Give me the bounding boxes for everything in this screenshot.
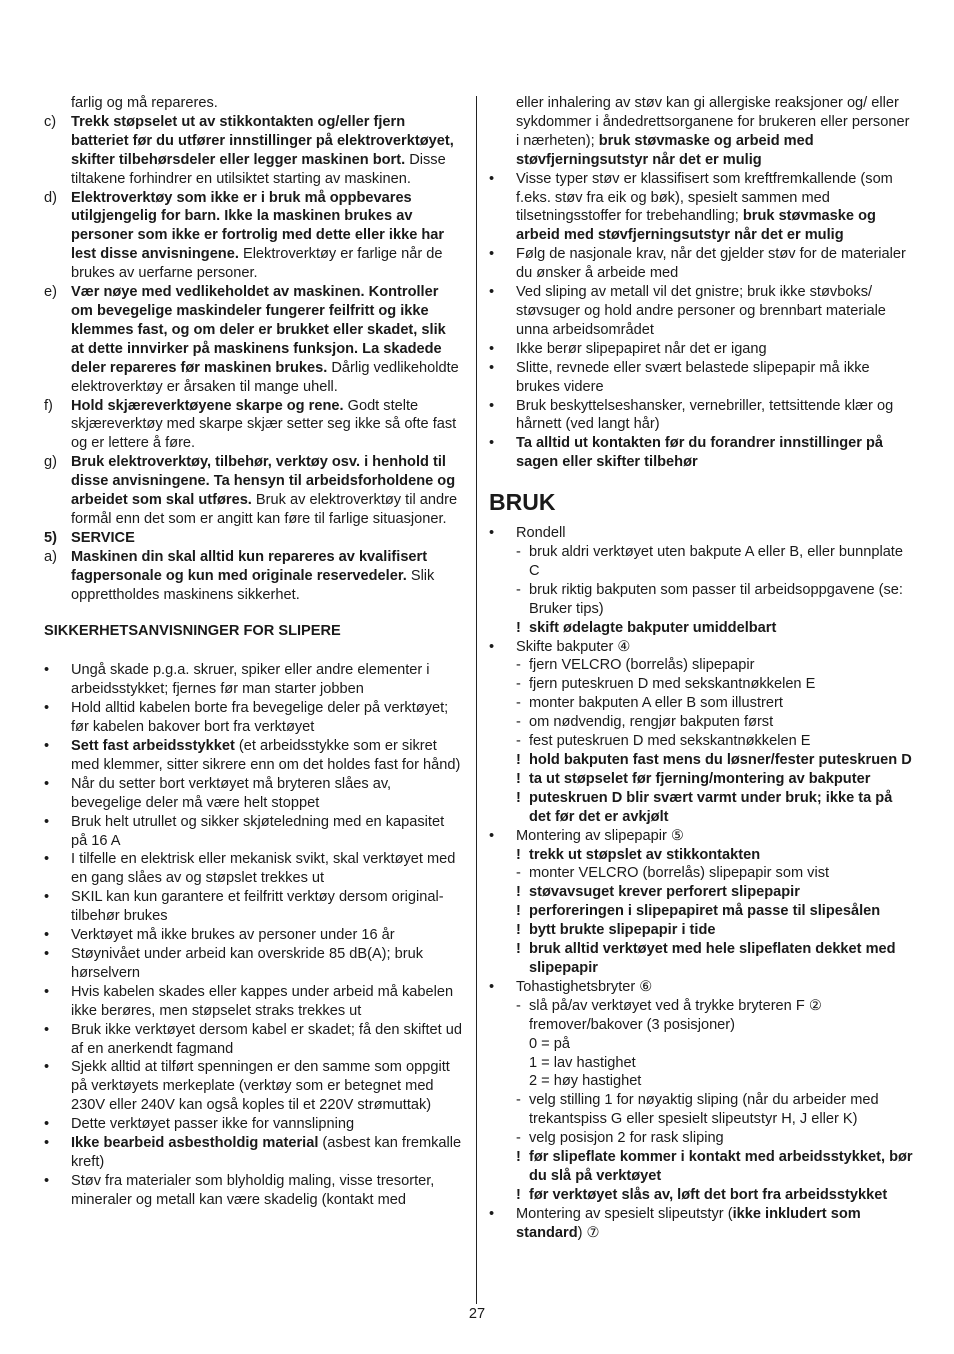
bullet-icon: • xyxy=(44,700,50,717)
bullet-item xyxy=(44,1172,462,1210)
tohast-item xyxy=(489,978,913,997)
sub-text: om nødvendig, rengjør bakputen først xyxy=(529,714,774,731)
dash-icon: - xyxy=(516,676,521,693)
bullet-text: Bruk ikke verktøyet dersom kabel er skadet; få den skiftet ud af en anerkendt fagmand xyxy=(71,1021,462,1057)
bullet-icon: • xyxy=(44,927,50,944)
item-bold-text: Elektroverktøy som ikke er i bruk må oppbevares utilgjengelig for barn. Ikke la maskinen brukes av personer som ikke er fortrolig med dette eller ikke har lest disse anvisningene. xyxy=(71,189,445,263)
bullet-text: (asbest kan fremkalle kreft) xyxy=(71,1135,462,1170)
intro-text: farlig og må repareres. xyxy=(71,95,218,111)
bullet-item xyxy=(489,283,913,340)
bullet-text: SKIL kan kun garantere et feilfritt verktøy dersom original-tilbehør brukes xyxy=(71,889,444,925)
sub-item xyxy=(489,864,913,883)
bullet-text: Hold alltid kabelen borte fra bevegelige deler på verktøyet; før kabelen bakover bort fra verktøyet xyxy=(71,700,449,736)
bullet-item xyxy=(44,661,462,699)
exclamation-icon: ! xyxy=(516,903,521,920)
dash-icon: - xyxy=(516,544,521,561)
warning-text: ta ut støpselet før fjerning/montering av bakputer xyxy=(529,770,871,787)
sub-item xyxy=(489,694,913,713)
bullet-text: Ungå skade p.g.a. skruer, spiker eller andre elementer i arbeidsstykket; fjernes før man starter jobben xyxy=(71,662,430,698)
warning-text: bruk alltid verktøyet med hele slipeflaten dekket med slipepapir xyxy=(529,941,896,976)
warning-text: støvavsuget krever perforert slipepapir xyxy=(529,884,800,901)
bullet-text: Bruk beskyttelseshansker, vernebriller, tettsittende klær og hårnett (ved langt hår) xyxy=(516,397,894,433)
warning-text: puteskruen D blir svært varmt under bruk; ikke ta på det før det er avkjølt xyxy=(529,789,893,825)
dash-icon: - xyxy=(516,997,521,1014)
spesiell-text: Montering av spesielt slipeutstyr ( xyxy=(516,1205,733,1222)
safety-section-title: SIKKERHETSANVISNINGER FOR SLIPERE xyxy=(44,623,341,640)
sub-item xyxy=(489,675,913,694)
bullet-item xyxy=(44,1058,462,1115)
bullet-text: Visse typer støv er klassifisert som kreftfremkallende (som f.eks. støv fra eik og bøk), spesielt sammen med tilsetningsstoffer for trebehandling; xyxy=(516,170,893,225)
bullet-icon: • xyxy=(489,340,495,357)
warning-item xyxy=(489,902,913,921)
safety-item xyxy=(44,283,462,396)
bullet-item xyxy=(44,699,462,737)
sub-item xyxy=(489,732,913,751)
continued-plain: eller inhalering av støv kan gi allergiske reaksjoner og/ eller sykdommer i åndedrettsorganene for brukeren eller personer i nærheten); xyxy=(516,95,910,149)
dash-icon: - xyxy=(516,695,521,712)
bullet-text: Støynivået under arbeid kan overskride 85 dB(A); bruk hørselvern xyxy=(71,945,424,981)
exclamation-icon: ! xyxy=(516,789,521,806)
warning-item xyxy=(489,883,913,902)
sub-item xyxy=(489,1129,913,1148)
dash-icon: - xyxy=(516,657,521,674)
value-line: 2 = høy hastighet xyxy=(529,1073,642,1090)
bullet-icon: • xyxy=(44,662,50,679)
bullet-text: Støv fra materialer som blyholdig maling, visse tresorter, mineraler og metall kan være skadelig (kontakt med xyxy=(71,1172,435,1208)
bullet-text: Ved sliping av metall vil det gnistre; bruk ikke støvboks/ støvsuger og hold andre personer og brennbart materiale unna arbeidsområdet xyxy=(516,284,886,338)
item-marker: c) xyxy=(44,113,57,130)
bullet-icon: • xyxy=(489,246,495,263)
exclamation-icon: ! xyxy=(516,941,521,958)
bullet-item xyxy=(489,359,913,397)
bullet-icon: • xyxy=(44,983,50,1000)
rondell-item-label: Rondell xyxy=(516,525,566,542)
continued-bold: bruk støvmaske og arbeid med støvfjerningsutstyr når det er mulig xyxy=(516,132,814,168)
item-marker: e) xyxy=(44,284,57,301)
item-text: Bruk av elektroverktøy til andre formål enn det som er angitt kan føre til farlige situasjoner. xyxy=(71,492,458,527)
item-text: Dårlig vedlikeholdte elektroverktøy er årsaken til mange uhell. xyxy=(71,359,459,395)
warning-text: bytt brukte slipepapir i tide xyxy=(529,922,716,939)
warning-item xyxy=(489,1186,913,1205)
bullet-icon: • xyxy=(489,827,495,844)
safety-bullets-list xyxy=(44,661,462,1209)
bullet-text: Følg de nasjonale krav, når det gjelder støv for de materialer du ønsker å arbeide med xyxy=(516,246,906,282)
warning-item xyxy=(489,1148,913,1186)
bullet-icon: • xyxy=(489,435,495,452)
bullet-bold-text: Sett fast arbeidsstykket xyxy=(71,738,235,754)
bullet-item xyxy=(44,945,462,983)
warning-text: før verktøyet slås av, løft det bort fra arbeidsstykket xyxy=(529,1186,888,1203)
bullet-icon: • xyxy=(44,945,50,962)
spesiell-bold: ikke inkludert som standard xyxy=(516,1205,861,1241)
item-marker: f) xyxy=(44,397,53,414)
montering-item-label: Montering av slipepapir ⑤ xyxy=(516,827,685,844)
safety-item xyxy=(44,189,462,284)
bullet-item xyxy=(44,813,462,851)
warning-text: trekk ut støpslet av stikkontakten xyxy=(529,846,761,863)
item-bold-text: Bruk elektroverktøy, tilbehør, verktøy osv. i henhold til disse anvisningene. Ta hensyn til arbeidsforholdene og arbeidet som skal utføres. xyxy=(71,454,456,509)
bullet-icon: • xyxy=(489,1205,495,1222)
dash-icon: - xyxy=(516,1130,521,1147)
dash-icon: - xyxy=(516,733,521,750)
bullet-item xyxy=(489,397,913,435)
bullet-text: Når du setter bort verktøyet må bryteren slåes av, bevegelige deler må være helt stoppet xyxy=(71,775,392,811)
warning-item xyxy=(489,921,913,940)
bullet-text: Sjekk alltid at tilført spenningen er den samme som oppgitt på verktøyets merkeplate (verktøy som er betegnet med 230V eller 240V kan også koples til et 220V strømuttak) xyxy=(71,1059,450,1114)
dash-icon: - xyxy=(516,865,521,882)
sub-text: velg stilling 1 for nøyaktig sliping (når du arbeider med trekantspiss G eller spesielt slipeutstyr H, J eller K) xyxy=(529,1092,879,1128)
bullet-item xyxy=(489,340,913,359)
bullet-icon: • xyxy=(44,1116,50,1133)
bullet-icon: • xyxy=(44,1059,50,1076)
bullet-item xyxy=(44,775,462,813)
sub-text: bruk riktig bakputen som passer til arbeidsoppgavene (se: Bruker tips) xyxy=(529,581,903,617)
bruk-heading: BRUK xyxy=(489,489,556,516)
skifte-item-label: Skifte bakputer ④ xyxy=(516,638,631,655)
item-marker: d) xyxy=(44,189,57,206)
item-text: Elektroverktøy er farlige når de brukes av uerfarne personer. xyxy=(71,246,443,282)
item-text: Disse tiltakene forhindrer en utilsiktet starting av maskinen. xyxy=(71,151,446,187)
sub-text: fjern puteskruen D med sekskantnøkkelen E xyxy=(529,676,816,693)
item-bold-text: Vær nøye med vedlikeholdet av maskinen. Kontroller om bevegelige maskindeler fungerer feilfritt og ikke klemmes fast, og om deler er brukket eller skadet, slik at dette innvirker på maskinens funksjon. La skadede deler repareres før maskinen brukes. xyxy=(71,284,446,376)
warning-text: hold bakputen fast mens du løsner/fester puteskruen D xyxy=(529,752,912,768)
bullet-item xyxy=(489,245,913,283)
bullet-item xyxy=(44,983,462,1021)
rondell-item xyxy=(489,524,913,543)
tohast-item-label: Tohastighetsbryter ⑥ xyxy=(516,978,653,995)
bullet-bold-text: Ikke bearbeid asbestholdig material xyxy=(71,1135,319,1152)
warning-item xyxy=(489,770,913,789)
bullet-item xyxy=(44,850,462,888)
service-title: SERVICE xyxy=(71,529,135,546)
item-marker: g) xyxy=(44,454,57,471)
warning-text: perforeringen i slipepapiret må passe til slipesålen xyxy=(529,903,881,920)
exclamation-icon: ! xyxy=(516,1186,521,1203)
bruk-section xyxy=(489,524,913,1242)
safety-item xyxy=(44,453,462,529)
sub-item xyxy=(489,997,913,1035)
bullet-item xyxy=(489,170,913,246)
safety-item xyxy=(44,113,462,189)
bullet-bold-text: bruk støvmaske og arbeid med støvfjerningsutstyr når det er mulig xyxy=(516,208,876,244)
bullet-item xyxy=(44,926,462,945)
sub-text: monter VELCRO (borrelås) slipepapir som vist xyxy=(529,865,830,882)
bullet-text: (et arbeidsstykke som er sikret med klemmer, sitter sikrere enn om det holdes fast for hånd) xyxy=(71,738,461,773)
bullet-icon: • xyxy=(44,775,50,792)
item-text: Slik opprettholdes maskinens sikkerhet. xyxy=(71,567,435,603)
bullet-icon: • xyxy=(489,397,495,414)
safety-items-list xyxy=(44,113,462,529)
bullet-icon: • xyxy=(44,1172,50,1189)
sub-text: velg posisjon 2 for rask sliping xyxy=(529,1130,724,1147)
page-number: 27 xyxy=(468,1306,486,1322)
continued-text xyxy=(489,94,913,170)
bullet-icon: • xyxy=(489,170,495,187)
value-line: 0 = på xyxy=(529,1035,570,1052)
spesiell-text-end: ) ⑦ xyxy=(577,1224,600,1241)
service-item xyxy=(44,548,462,605)
bullet-text: Hvis kabelen skades eller kappes under arbeid må kabelen ikke berøres, men støpselet straks trekkes ut xyxy=(71,983,454,1019)
sub-text: slå på/av verktøyet ved å trykke bryteren F ② fremover/bakover (3 posisjoner) xyxy=(529,997,822,1033)
bullet-text: Dette verktøyet passer ikke for vannslipning xyxy=(71,1116,355,1133)
sub-text: bruk aldri verktøyet uten bakpute A eller B, eller bunnplate C xyxy=(529,544,903,579)
service-heading xyxy=(44,529,462,548)
dash-icon: - xyxy=(516,1092,521,1109)
bullet-icon: • xyxy=(489,359,495,376)
bullet-item xyxy=(489,434,913,472)
skifte-item xyxy=(489,638,913,657)
bullet-item xyxy=(44,737,462,775)
exclamation-icon: ! xyxy=(516,884,521,901)
bullet-icon: • xyxy=(44,1135,50,1152)
bullet-text: Verktøyet må ikke brukes av personer under 16 år xyxy=(71,927,395,944)
warning-item xyxy=(489,940,913,978)
bullet-item xyxy=(44,1021,462,1059)
bullet-icon: • xyxy=(44,851,50,868)
bullet-bold-text: Ta alltid ut kontakten før du forandrer innstillinger på sagen eller skifter tilbehør xyxy=(516,435,884,471)
bullet-icon: • xyxy=(44,1021,50,1038)
safety-item xyxy=(44,397,462,454)
item-bold-text: Trekk støpselet ut av stikkontakten og/eller fjern batteriet før du utfører innstillinger på elektroverktøyet, skifter tilbehørsdeler eller legger maskinen bort. xyxy=(71,113,454,168)
bullet-icon: • xyxy=(489,525,495,542)
sub-item xyxy=(489,1091,913,1129)
bullet-icon: • xyxy=(44,813,50,830)
sub-text: fjern VELCRO (borrelås) slipepapir xyxy=(529,657,755,674)
bullet-text: I tilfelle en elektrisk eller mekanisk svikt, skal verktøyet med en gang slåes av og støpslet trekkes ut xyxy=(71,851,456,887)
exclamation-icon: ! xyxy=(516,846,521,863)
bullet-icon: • xyxy=(44,889,50,906)
right-column xyxy=(489,94,913,1243)
sub-text: fest puteskruen D med sekskantnøkkelen E xyxy=(529,733,811,750)
right-bullets-list xyxy=(489,170,913,473)
bullet-icon: • xyxy=(44,738,50,754)
bullet-text: Ikke berør slipepapiret når det er igang xyxy=(516,340,767,357)
bullet-icon: • xyxy=(489,978,495,995)
left-column xyxy=(44,94,462,1210)
item-marker: a) xyxy=(44,548,57,565)
bullet-text: Bruk helt utrullet og sikker skjøteledning med en kapasitet på 16 A xyxy=(71,813,445,849)
exclamation-icon: ! xyxy=(516,770,521,787)
column-divider xyxy=(476,96,477,1304)
warning-item xyxy=(489,751,913,770)
exclamation-icon: ! xyxy=(516,922,521,939)
sub-item xyxy=(489,543,913,581)
exclamation-icon: ! xyxy=(516,752,521,768)
bullet-item xyxy=(44,1134,462,1172)
bullet-item xyxy=(44,888,462,926)
service-number: 5) xyxy=(44,529,57,546)
warning-text: før slipeflate kommer i kontakt med arbeidsstykket, bør du slå på verktøyet xyxy=(529,1149,913,1184)
spesiell-item xyxy=(489,1205,913,1243)
exclamation-icon: ! xyxy=(516,619,521,636)
dash-icon: - xyxy=(516,714,521,731)
item-bold-text: Hold skjæreverktøyene skarpe og rene. xyxy=(71,397,344,414)
warning-item xyxy=(489,846,913,865)
sub-item xyxy=(489,581,913,619)
item-text: Godt stelte skjæreverktøy med skarpe skjær setter seg ikke så ofte fast og er lettere å føre. xyxy=(71,397,457,452)
dash-icon: - xyxy=(516,581,521,598)
bullet-icon: • xyxy=(489,638,495,655)
value-line: 1 = lav hastighet xyxy=(529,1054,636,1071)
montering-item xyxy=(489,827,913,846)
exclamation-icon: ! xyxy=(516,1149,521,1166)
sub-text: monter bakputen A eller B som illustrert xyxy=(529,695,783,712)
bullet-item xyxy=(44,1115,462,1134)
sub-item xyxy=(489,713,913,732)
warning-item xyxy=(489,789,913,827)
bullet-icon: • xyxy=(489,284,495,301)
item-bold-text: Maskinen din skal alltid kun repareres av kvalifisert fagpersonale og kun med originale reservedeler. xyxy=(71,548,428,584)
bullet-text: Slitte, revnede eller svært belastede slipepapir må ikke brukes videre xyxy=(516,359,870,395)
warning-text: skift ødelagte bakputer umiddelbart xyxy=(529,619,777,636)
sub-item xyxy=(489,656,913,675)
warning-item xyxy=(489,619,913,638)
